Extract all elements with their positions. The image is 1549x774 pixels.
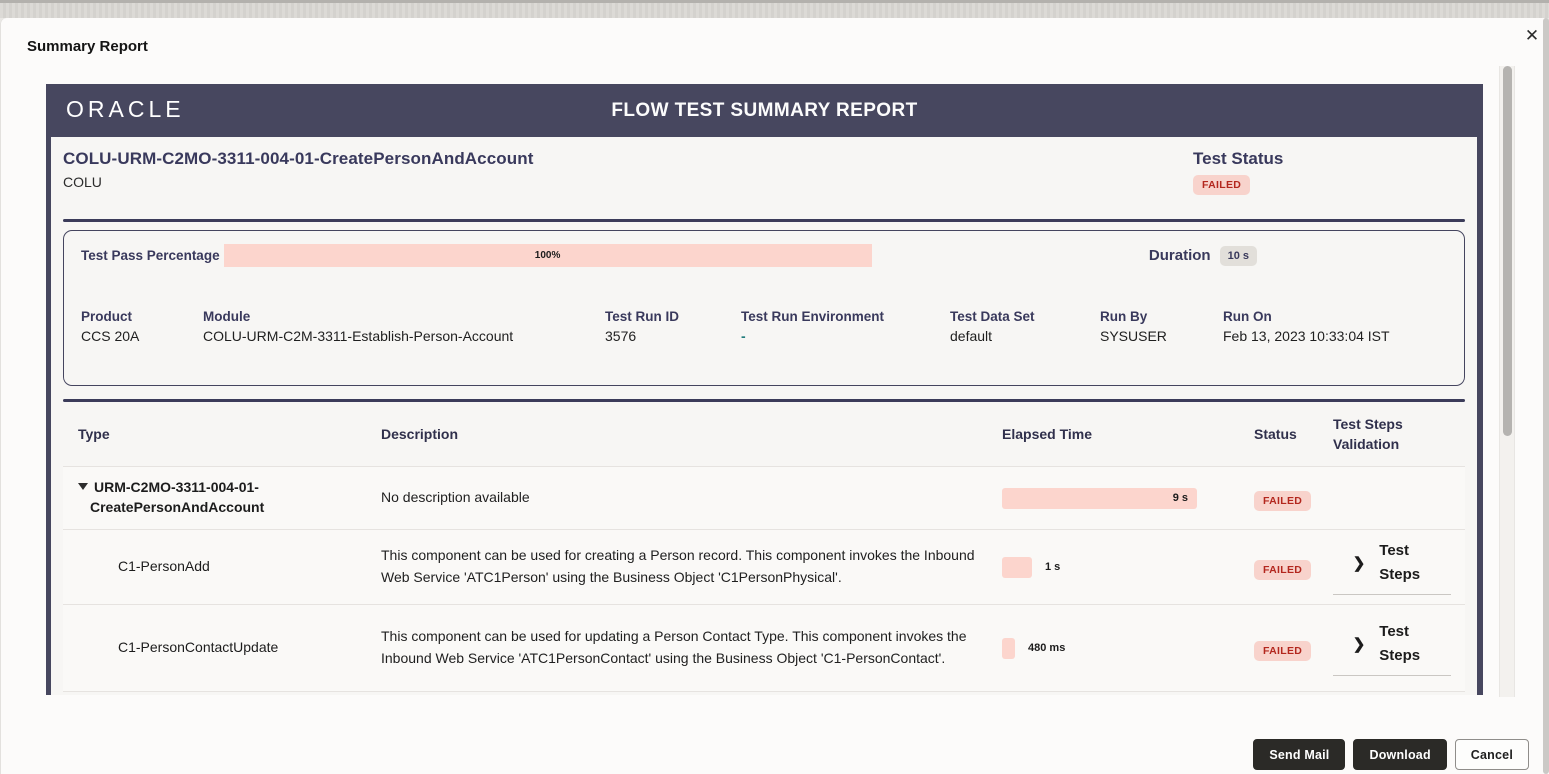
summary-panel [63, 230, 1465, 386]
cancel-button[interactable]: Cancel [1455, 739, 1529, 770]
row-type-text: URM-C2MO-3311-004-01-CreatePersonAndAccount [90, 479, 265, 515]
meta-label: Module [203, 309, 251, 324]
flow-test-report [46, 84, 1483, 695]
meta-value: default [950, 328, 993, 344]
chevron-right-icon: ❯ [1352, 635, 1366, 653]
elapsed-bar [1002, 638, 1015, 659]
elapsed-value: 1 s [1045, 561, 1061, 573]
send-mail-button[interactable]: Send Mail [1253, 739, 1345, 770]
browser-top-strip [0, 0, 1549, 18]
meta-label: Product [81, 309, 133, 324]
row-type: C1-PersonAdd [118, 558, 210, 575]
pass-percentage-row [81, 244, 1447, 267]
meta-run-by [1100, 309, 1223, 344]
modal-scrollbar-thumb[interactable] [1503, 66, 1512, 436]
test-steps-link[interactable] [1333, 620, 1451, 676]
table-header [63, 402, 1465, 467]
test-steps-label: Test Steps [1379, 623, 1421, 664]
report-body [46, 137, 1483, 695]
row-status [1254, 635, 1333, 661]
meta-label: Run By [1100, 309, 1148, 324]
meta-module [203, 309, 605, 344]
row-status [1254, 554, 1333, 580]
meta-product [81, 309, 203, 344]
meta-run-on [1223, 309, 1447, 344]
meta-label: Test Data Set [950, 309, 1035, 324]
meta-value: SYSUSER [1100, 328, 1167, 344]
duration-label: Duration [1148, 247, 1211, 264]
report-header [46, 84, 1483, 137]
meta-test-run-id [605, 309, 741, 344]
elapsed-bar [1002, 488, 1197, 509]
oracle-logo: ORACLE [66, 96, 185, 122]
row-elapsed-time [1002, 488, 1254, 509]
meta-value: COLU-URM-C2M-3311-Establish-Person-Account [203, 328, 514, 344]
modal-title: Summary Report [27, 38, 148, 55]
row-type: C1-PersonContactUpdate [118, 639, 279, 656]
expand-triangle-icon[interactable] [78, 483, 88, 490]
row-steps [1333, 620, 1465, 676]
test-name: COLU-URM-C2MO-3311-004-01-CreatePersonAndAccount [63, 149, 534, 168]
status-badge: FAILED [1254, 641, 1311, 661]
status-badge: FAILED [1254, 491, 1311, 511]
modal-footer [0, 739, 1529, 770]
status-badge: FAILED [1254, 560, 1311, 580]
meta-label: Test Run Environment [741, 309, 885, 324]
meta-label: Test Run ID [605, 309, 679, 324]
test-steps-label: Test Steps [1379, 542, 1421, 583]
pass-percentage-value: 100% [534, 250, 561, 261]
meta-value: 3576 [605, 328, 637, 344]
page-scrollbar[interactable] [1543, 18, 1549, 774]
column-header-line: Test Steps [1333, 415, 1403, 432]
summary-report-modal [0, 18, 1549, 774]
divider [63, 219, 1465, 222]
elapsed-bar [1002, 557, 1032, 578]
test-steps-link[interactable] [1333, 539, 1451, 595]
meta-label: Run On [1223, 309, 1272, 324]
meta-test-run-environment [741, 309, 950, 344]
column-header-line: Validation [1333, 436, 1400, 452]
close-icon[interactable]: ✕ [1520, 24, 1544, 48]
elapsed-value: 9 s [1172, 492, 1188, 504]
duration-badge: 10 s [1220, 246, 1257, 266]
column-header-description: Description [381, 426, 459, 442]
meta-test-data-set [950, 309, 1100, 344]
duration-group [1149, 246, 1257, 266]
table-row [63, 467, 1465, 530]
test-title-row [63, 137, 1465, 219]
row-description: This component can be used for creating a Person record. This component invokes the Inbound Web Service 'ATC1Person' using the Business Object 'C1PersonPhysical'. [381, 547, 975, 585]
column-header-type: Type [78, 426, 110, 442]
meta-value: CCS 20A [81, 328, 140, 344]
row-description: No description available [381, 489, 530, 506]
pass-percentage-label: Test Pass Percentage [81, 248, 220, 263]
column-header-test-steps-validation [1333, 414, 1465, 455]
test-name-block [63, 149, 534, 219]
report-title: FLOW TEST SUMMARY REPORT [611, 99, 918, 121]
column-header-elapsed-time: Elapsed Time [1002, 426, 1093, 442]
table-row [63, 530, 1465, 605]
test-group: COLU [63, 174, 102, 190]
test-status-block [1193, 149, 1465, 219]
row-elapsed-time [1002, 638, 1254, 659]
status-badge: FAILED [1193, 175, 1250, 195]
download-button[interactable]: Download [1353, 739, 1446, 770]
column-header-status: Status [1254, 426, 1297, 442]
row-steps [1333, 539, 1465, 595]
row-elapsed-time [1002, 557, 1254, 578]
pass-percentage-bar [224, 244, 872, 267]
chevron-right-icon: ❯ [1352, 554, 1366, 572]
row-status [1254, 485, 1333, 511]
row-type[interactable] [63, 478, 381, 517]
row-description: This component can be used for updating a Person Contact Type. This component invokes the Inbound Web Service 'ATC1PersonContact' using the Business Object 'C1-PersonContact'. [381, 628, 967, 666]
meta-value: Feb 13, 2023 10:33:04 IST [1223, 328, 1390, 344]
table-row [63, 605, 1465, 692]
meta-row [81, 309, 1447, 344]
elapsed-value: 480 ms [1028, 642, 1066, 654]
test-status-label: Test Status [1193, 149, 1284, 168]
meta-value: - [741, 328, 746, 344]
